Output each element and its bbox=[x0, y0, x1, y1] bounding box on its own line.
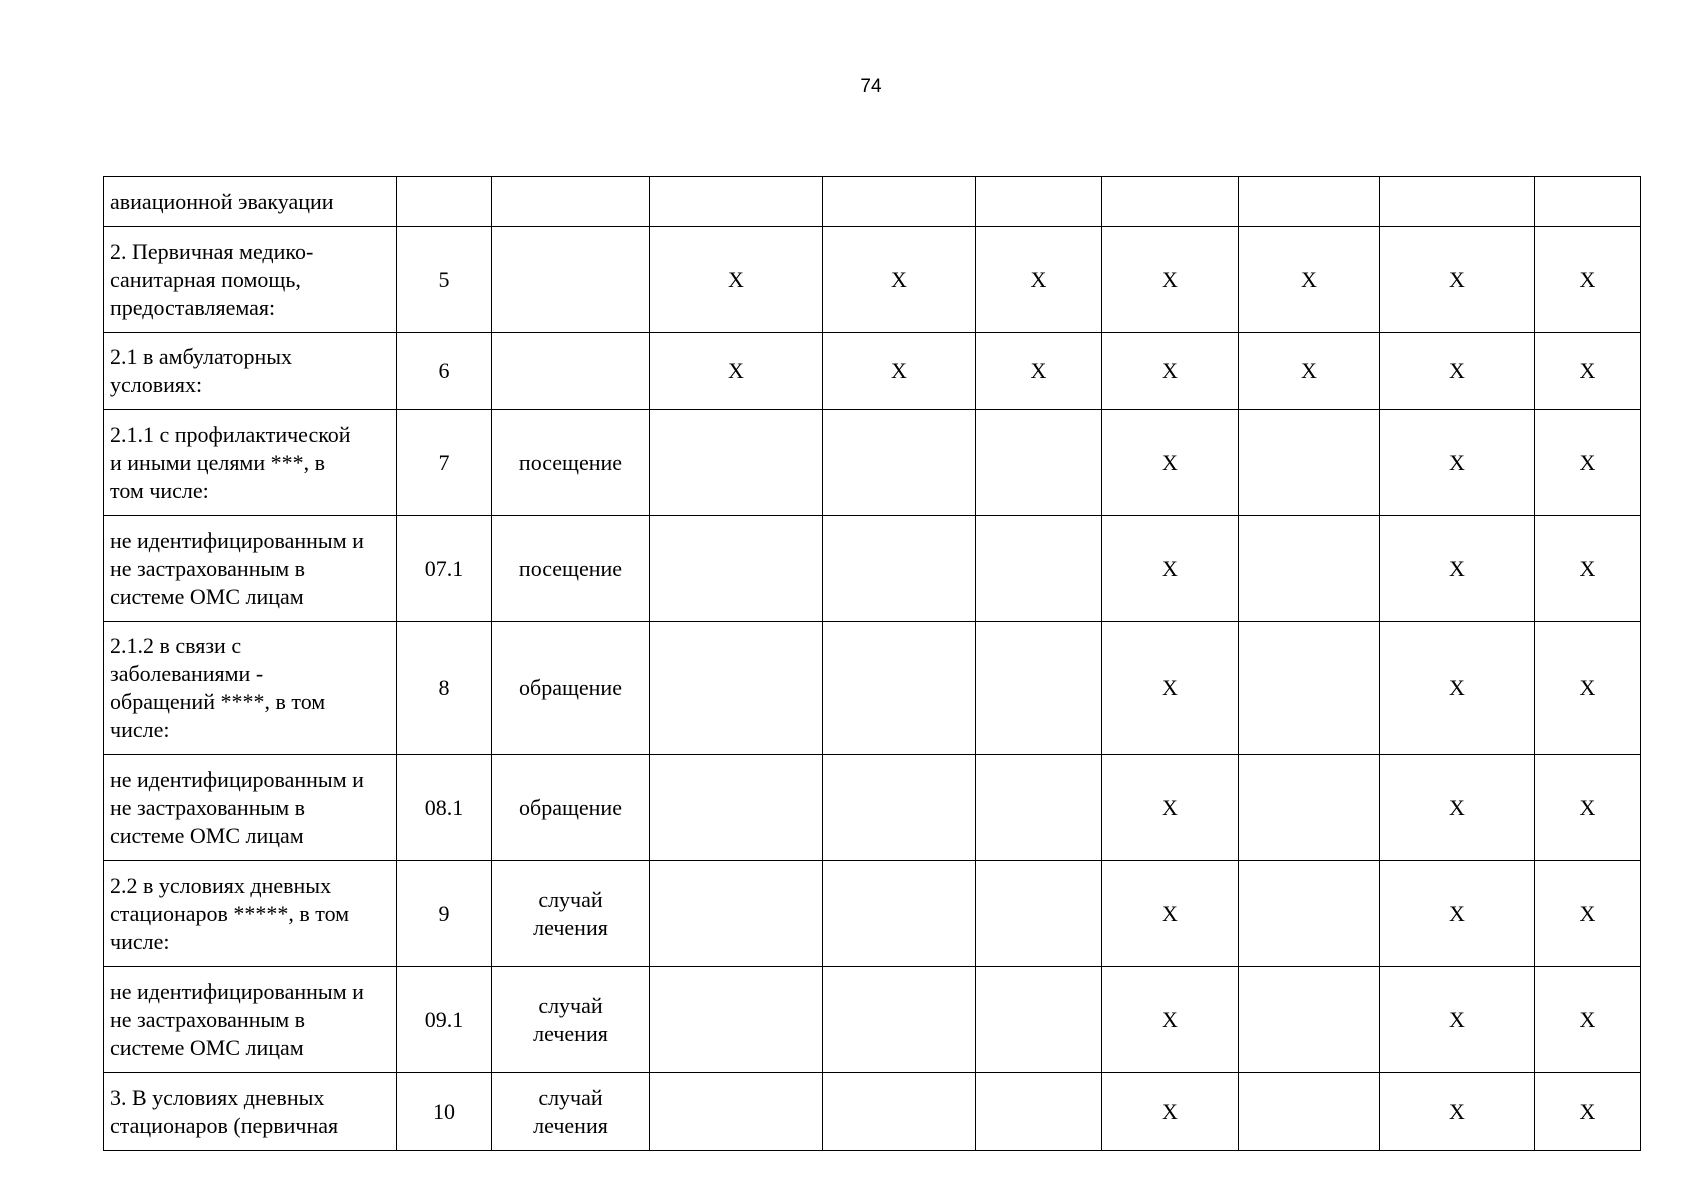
row-unit-cell: случай лечения bbox=[492, 861, 650, 967]
value-cell bbox=[650, 967, 823, 1073]
row-code-cell: 08.1 bbox=[397, 755, 492, 861]
row-name-cell: 2.1 в амбулаторных условиях: bbox=[104, 333, 397, 410]
value-cell: Х bbox=[1102, 1073, 1239, 1151]
row-name-cell: 2.1.1 с профилактической и иными целями ***, в том числе: bbox=[104, 410, 397, 516]
value-cell bbox=[976, 516, 1102, 622]
value-cell bbox=[1239, 622, 1380, 755]
value-cell: Х bbox=[976, 333, 1102, 410]
value-cell: Х bbox=[1380, 1073, 1535, 1151]
value-cell: Х bbox=[1380, 622, 1535, 755]
value-cell: Х bbox=[1380, 516, 1535, 622]
row-unit-cell: случай лечения bbox=[492, 967, 650, 1073]
value-cell: Х bbox=[976, 227, 1102, 333]
value-cell bbox=[650, 516, 823, 622]
value-cell: Х bbox=[650, 227, 823, 333]
value-cell bbox=[976, 1073, 1102, 1151]
value-cell bbox=[1239, 861, 1380, 967]
value-cell: Х bbox=[1102, 516, 1239, 622]
row-name-cell: не идентифицированным и не застрахованным в системе ОМС лицам bbox=[104, 516, 397, 622]
value-cell: Х bbox=[1380, 755, 1535, 861]
row-code-cell: 8 bbox=[397, 622, 492, 755]
value-cell: Х bbox=[1380, 861, 1535, 967]
table-row bbox=[104, 177, 1641, 227]
table-row bbox=[104, 861, 1641, 967]
value-cell bbox=[976, 861, 1102, 967]
value-cell: Х bbox=[1102, 227, 1239, 333]
value-cell bbox=[823, 967, 976, 1073]
value-cell bbox=[976, 622, 1102, 755]
value-cell: Х bbox=[1535, 227, 1641, 333]
table-body bbox=[104, 177, 1641, 1151]
value-cell: Х bbox=[1535, 410, 1641, 516]
value-cell bbox=[1239, 1073, 1380, 1151]
value-cell bbox=[650, 622, 823, 755]
value-cell: Х bbox=[1102, 410, 1239, 516]
value-cell bbox=[1239, 177, 1380, 227]
value-cell bbox=[1535, 177, 1641, 227]
row-name-cell: 2. Первичная медико- санитарная помощь, предоставляемая: bbox=[104, 227, 397, 333]
value-cell: Х bbox=[1535, 967, 1641, 1073]
table-row bbox=[104, 1073, 1641, 1151]
table-row bbox=[104, 227, 1641, 333]
value-cell bbox=[1239, 967, 1380, 1073]
row-unit-cell bbox=[492, 333, 650, 410]
value-cell: Х bbox=[823, 333, 976, 410]
row-unit-cell: случай лечения bbox=[492, 1073, 650, 1151]
value-cell bbox=[823, 516, 976, 622]
value-cell bbox=[1239, 755, 1380, 861]
row-code-cell: 10 bbox=[397, 1073, 492, 1151]
table-row bbox=[104, 967, 1641, 1073]
value-cell: Х bbox=[1535, 755, 1641, 861]
value-cell bbox=[1239, 516, 1380, 622]
value-cell bbox=[976, 755, 1102, 861]
value-cell: Х bbox=[1535, 1073, 1641, 1151]
row-name-cell: 2.1.2 в связи с заболеваниями - обращений ****, в том числе: bbox=[104, 622, 397, 755]
value-cell: Х bbox=[1239, 333, 1380, 410]
row-code-cell: 7 bbox=[397, 410, 492, 516]
value-cell bbox=[823, 622, 976, 755]
row-unit-cell: посещение bbox=[492, 516, 650, 622]
value-cell: Х bbox=[1380, 410, 1535, 516]
value-cell: Х bbox=[650, 333, 823, 410]
value-cell bbox=[823, 1073, 976, 1151]
data-table bbox=[103, 176, 1641, 1151]
value-cell bbox=[976, 410, 1102, 516]
value-cell bbox=[976, 177, 1102, 227]
row-name-cell: не идентифицированным и не застрахованным в системе ОМС лицам bbox=[104, 755, 397, 861]
row-code-cell: 6 bbox=[397, 333, 492, 410]
row-name-cell: 2.2 в условиях дневных стационаров *****, в том числе: bbox=[104, 861, 397, 967]
value-cell: Х bbox=[1535, 516, 1641, 622]
value-cell bbox=[650, 177, 823, 227]
value-cell: Х bbox=[1380, 227, 1535, 333]
row-name-cell: 3. В условиях дневных стационаров (первичная bbox=[104, 1073, 397, 1151]
row-name-cell: не идентифицированным и не застрахованным в системе ОМС лицам bbox=[104, 967, 397, 1073]
row-code-cell: 09.1 bbox=[397, 967, 492, 1073]
value-cell bbox=[1380, 177, 1535, 227]
value-cell: Х bbox=[1535, 622, 1641, 755]
value-cell: Х bbox=[1102, 861, 1239, 967]
value-cell: Х bbox=[1380, 967, 1535, 1073]
row-unit-cell bbox=[492, 227, 650, 333]
value-cell bbox=[1102, 177, 1239, 227]
value-cell bbox=[823, 177, 976, 227]
value-cell bbox=[823, 861, 976, 967]
table-row bbox=[104, 755, 1641, 861]
value-cell: Х bbox=[1535, 861, 1641, 967]
row-unit-cell: обращение bbox=[492, 622, 650, 755]
value-cell bbox=[823, 410, 976, 516]
row-code-cell: 07.1 bbox=[397, 516, 492, 622]
row-code-cell: 9 bbox=[397, 861, 492, 967]
table-row bbox=[104, 410, 1641, 516]
row-unit-cell bbox=[492, 177, 650, 227]
value-cell bbox=[650, 410, 823, 516]
value-cell bbox=[976, 967, 1102, 1073]
value-cell bbox=[650, 861, 823, 967]
value-cell: Х bbox=[1239, 227, 1380, 333]
value-cell: Х bbox=[1102, 967, 1239, 1073]
value-cell: Х bbox=[1102, 755, 1239, 861]
table-row bbox=[104, 622, 1641, 755]
value-cell: Х bbox=[1102, 333, 1239, 410]
value-cell bbox=[1239, 410, 1380, 516]
page-number: 74 bbox=[860, 76, 882, 97]
row-name-cell: авиационной эвакуации bbox=[104, 177, 397, 227]
value-cell bbox=[650, 755, 823, 861]
value-cell: Х bbox=[1102, 622, 1239, 755]
value-cell: Х bbox=[823, 227, 976, 333]
row-unit-cell: обращение bbox=[492, 755, 650, 861]
table-row bbox=[104, 516, 1641, 622]
value-cell: Х bbox=[1380, 333, 1535, 410]
row-code-cell: 5 bbox=[397, 227, 492, 333]
value-cell bbox=[823, 755, 976, 861]
value-cell bbox=[650, 1073, 823, 1151]
row-unit-cell: посещение bbox=[492, 410, 650, 516]
value-cell: Х bbox=[1535, 333, 1641, 410]
row-code-cell bbox=[397, 177, 492, 227]
table-row bbox=[104, 333, 1641, 410]
